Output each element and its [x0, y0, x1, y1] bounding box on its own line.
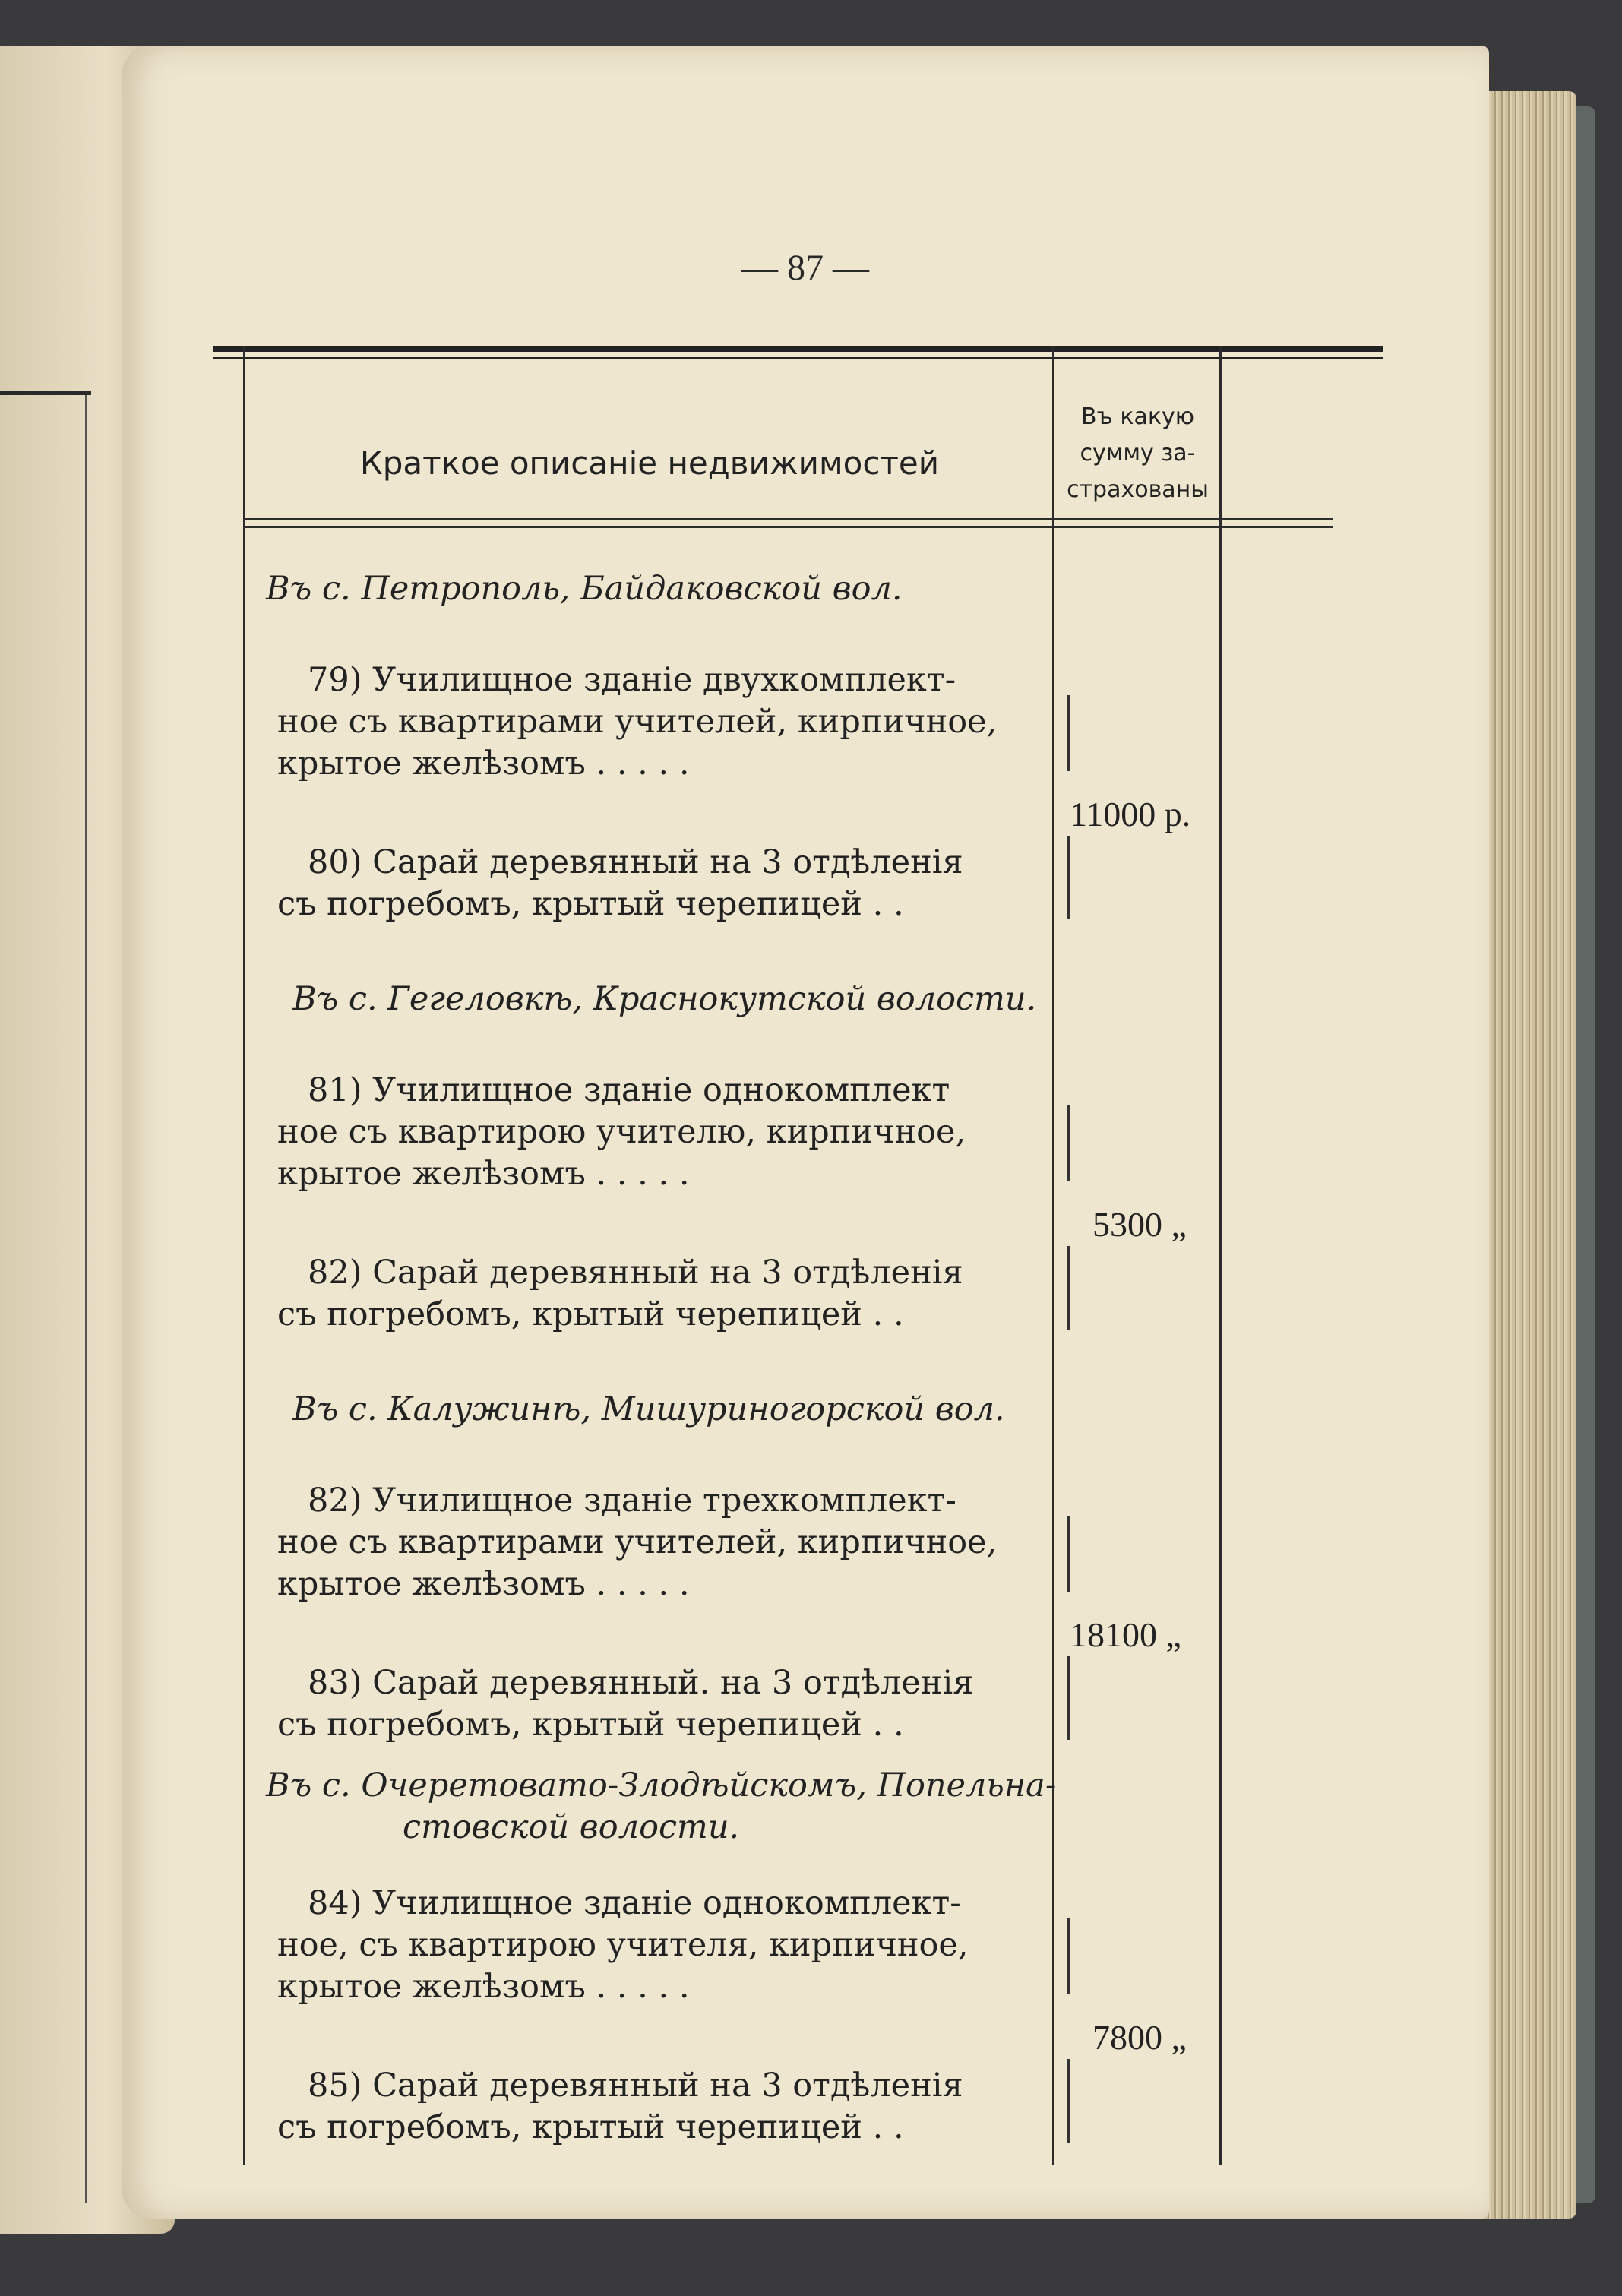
- column-header-description: Краткое описаніе недвижимостей: [359, 444, 940, 482]
- item-line-text: ное съ квартирами учителей, кирпичное,: [277, 703, 998, 741]
- item-line: 84) Училищное зданіе однокомплект-: [308, 1884, 961, 1922]
- item-line: ное съ квартирами учителей, кирпичное,: [277, 1523, 998, 1561]
- table-right-border: [1219, 346, 1222, 2165]
- brace: [1067, 1516, 1070, 1592]
- location-heading: Въ с. Гегеловкѣ, Краснокутской волости.: [292, 980, 1037, 1018]
- location-heading-continued: стовской волости.: [403, 1808, 740, 1846]
- brace: [1067, 836, 1070, 919]
- left-page-column-line: [85, 395, 87, 2203]
- table-top-rule: [213, 346, 1383, 352]
- brace: [1067, 1105, 1070, 1181]
- item-line: [277, 703, 1045, 741]
- location-heading: Въ с. Калужинѣ, Мишуриногорской вол.: [292, 1390, 1005, 1428]
- item-line: съ погребомъ, крытый черепицей . .: [277, 2108, 904, 2146]
- header-rule-double: [243, 526, 1333, 528]
- insured-amount: 11000 р.: [1070, 795, 1191, 833]
- table-top-rule-thin: [213, 357, 1383, 359]
- insured-amount: 5300 „: [1092, 1205, 1187, 1244]
- item-line: ное съ квартирою учителю, кирпичное,: [277, 1113, 966, 1151]
- item-line: ное, съ квартирою учителя, кирпичное,: [277, 1926, 969, 1964]
- item-line: съ погребомъ, крытый черепицей . .: [277, 1295, 904, 1333]
- brace: [1067, 2059, 1070, 2143]
- table-left-border: [243, 346, 245, 2165]
- item-line: 81) Училищное зданіе однокомплект: [308, 1071, 950, 1109]
- column-header-sum-line: сумму за-: [1080, 440, 1196, 466]
- item-line: [308, 661, 1045, 699]
- item-line: крытое желѣзомъ . . . . .: [277, 745, 690, 783]
- item-line: 82) Училищное зданіе трехкомплект-: [308, 1482, 956, 1520]
- brace: [1067, 1918, 1070, 1994]
- item-line: крытое желѣзомъ . . . . .: [277, 1968, 690, 2006]
- book-page: [122, 46, 1489, 2219]
- item-line: крытое желѣзомъ . . . . .: [277, 1565, 690, 1603]
- item-line: 82) Сарай деревянный на 3 отдѣленія: [308, 1254, 963, 1292]
- column-header-sum-line: Въ какую: [1081, 403, 1194, 430]
- item-line: съ погребомъ, крытый черепицей . .: [277, 885, 904, 923]
- column-separator: [1052, 346, 1054, 2165]
- item-line: крытое желѣзомъ . . . . .: [277, 1155, 690, 1193]
- location-heading: Въ с. Петрополь, Байдаковской вол.: [266, 570, 903, 608]
- location-heading: Въ с. Очеретовато-Злодѣйскомъ, Попельна-: [266, 1766, 1057, 1804]
- item-line-text: 79) Училищное зданіе двухкомплект-: [308, 661, 956, 699]
- item-line: 80) Сарай деревянный на 3 отдѣленія: [308, 843, 963, 881]
- item-line: 85) Сарай деревянный на 3 отдѣленія: [308, 2067, 963, 2105]
- page-number: — 87 —: [741, 248, 869, 288]
- left-page-rule: [0, 391, 91, 395]
- insured-amount: 7800 „: [1092, 2018, 1187, 2057]
- item-line: 83) Сарай деревянный. на 3 отдѣленія: [308, 1664, 974, 1702]
- brace: [1067, 1246, 1070, 1330]
- page-edges: [1478, 91, 1576, 2219]
- column-header-sum-line: страхованы: [1067, 476, 1209, 503]
- column-header-sum: [1056, 399, 1219, 508]
- brace: [1067, 695, 1070, 771]
- item-line: съ погребомъ, крытый черепицей . .: [277, 1706, 904, 1744]
- brace: [1067, 1656, 1070, 1740]
- header-rule: [243, 518, 1333, 520]
- insured-amount: 18100 „: [1070, 1615, 1181, 1654]
